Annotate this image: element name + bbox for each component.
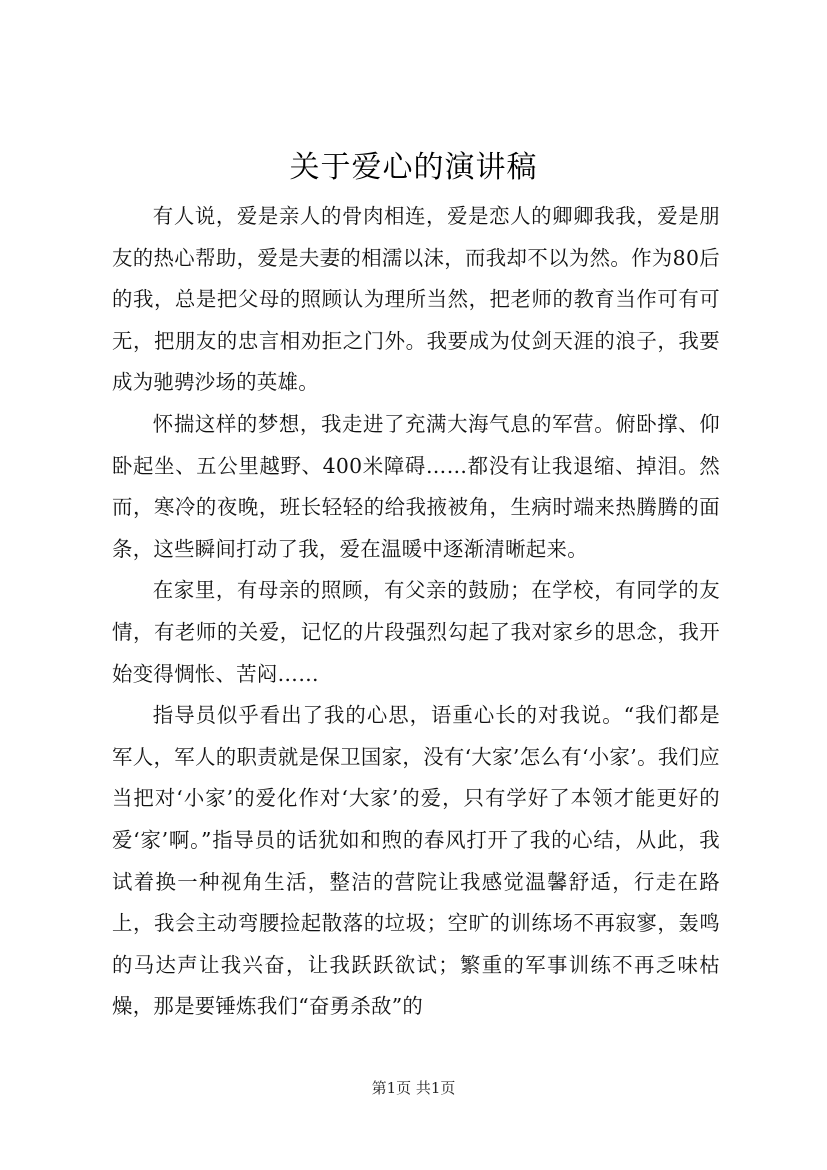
- paragraph-1: 有人说，爱是亲人的骨肉相连，爱是恋人的卿卿我我，爱是朋友的热心帮助，爱是夫妻的相濡以沫，而我却不以为然。作为80后的我，总是把父母的照顾认为理所当然，把老师的教育当作可有可无，把朋友的忠言相劝拒之门外。我要成为仗剑天涯的浪子，我要成为驰骋沙场的英雄。: [112, 204, 720, 395]
- document-title: 关于爱心的演讲稿: [289, 150, 538, 185]
- paragraph-3: 在家里，有母亲的照顾，有父亲的鼓励；在学校，有同学的友情，有老师的关爱，记忆的片段强烈勾起了我对家乡的思念，我开始变得惆怅、苦闷……: [112, 578, 720, 686]
- page-footer: 第1页 共1页: [371, 1079, 456, 1097]
- document-body: [112, 196, 720, 1028]
- paragraph-4: 指导员似乎看出了我的心思，语重心长的对我说。“我们都是军人，军人的职责就是保卫国家，没有‘大家’怎么有‘小家’。我们应当把对‘小家’的爱化作对‘大家’的爱，只有学好了本领才能更好的爱‘家’啊。”指导员的话犹如和煦的春风打开了我的心结，从此，我试着换一种视角生活，整洁的营院让我感觉温馨舒适，行走在路上，我会主动弯腰捡起散落的垃圾；空旷的训练场不再寂寥，轰鸣的马达声让我兴奋，让我跃跃欲试；繁重的军事训练不再乏味枯燥，那是要锤炼我们“奋勇杀敌”的: [112, 703, 720, 1019]
- paragraph-2: 怀揣这样的梦想，我走进了充满大海气息的军营。俯卧撑、仰卧起坐、五公里越野、400米障碍……都没有让我退缩、掉泪。然而，寒冷的夜晚，班长轻轻的给我掖被角，生病时端来热腾腾的面条，这些瞬间打动了我，爱在温暖中逐渐清晰起来。: [112, 411, 720, 561]
